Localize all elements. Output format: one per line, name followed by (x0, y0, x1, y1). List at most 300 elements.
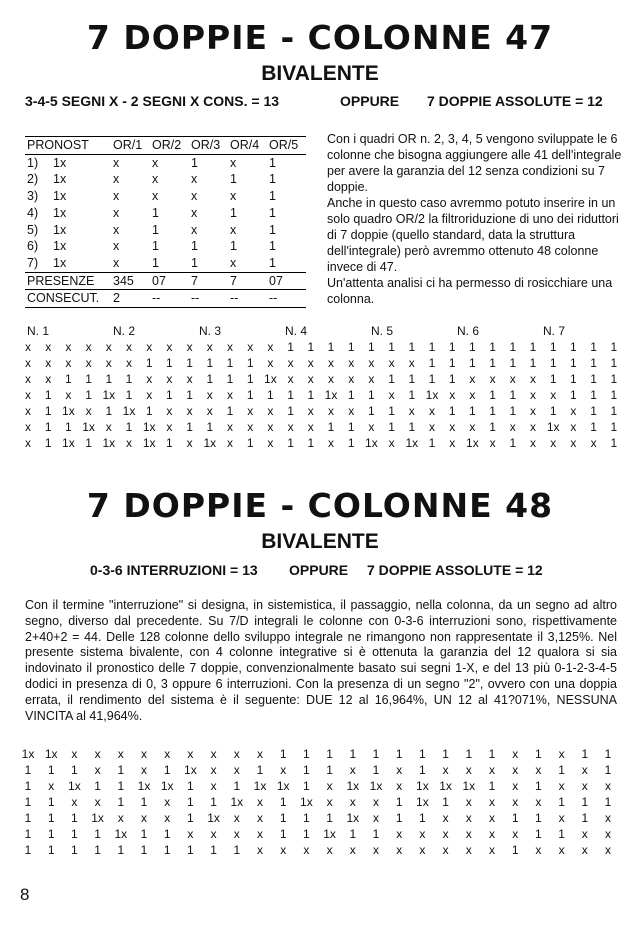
grid-cell: x (65, 388, 72, 402)
grid-cell: x (408, 356, 415, 370)
grid-cell: x (227, 388, 233, 402)
grid-cell: 1 (187, 843, 194, 857)
grid-cell: x (25, 436, 31, 450)
or-cell: x (191, 172, 198, 187)
grid-cell: 1x (62, 436, 75, 450)
grid-cell: x (25, 388, 31, 402)
grid-cell: 1 (44, 404, 52, 418)
grid-cell: 1 (307, 340, 315, 354)
grid-cell: 1 (186, 420, 193, 434)
grid-cell: x (512, 763, 519, 777)
or-cell: x (230, 155, 237, 170)
grid-cell: 1 (71, 827, 78, 841)
grid-cell: x (570, 436, 577, 450)
pronostic-value: 1x (53, 239, 67, 254)
grid-cell: 1 (117, 843, 125, 857)
grid-cell: x (267, 404, 274, 418)
grid-cell: 1x (62, 404, 75, 418)
pronostic-cell (25, 188, 111, 205)
grid-cell: 1x (142, 420, 156, 434)
grid-cell: 1 (368, 404, 375, 418)
grid-cell: 1 (388, 372, 395, 386)
col-header: OR/4 (228, 137, 267, 155)
grid-cell: x (307, 356, 314, 370)
grid-cell: x (247, 420, 254, 434)
presenze-cell: 345 (111, 272, 150, 290)
or-cell: x (191, 222, 198, 237)
grid-cell: x (509, 372, 516, 386)
grid-cell: 1 (166, 436, 173, 450)
grid-cell: 1 (535, 811, 542, 825)
or-cell: x (113, 189, 120, 204)
grid-cell: 1 (469, 356, 476, 370)
grid-cell: x (328, 356, 334, 370)
grid-cell: 1 (163, 843, 171, 857)
grid-cell: x (429, 420, 435, 434)
grid-cell: x (326, 779, 333, 793)
grid-cell: 1 (187, 811, 194, 825)
grid-cell: 1 (489, 356, 496, 370)
grid-cell: x (94, 747, 101, 761)
grid-cell: 1x (102, 388, 116, 402)
or-cell: x (152, 155, 159, 170)
grid-cell: 1 (94, 843, 101, 857)
grid-cell: 1 (509, 404, 517, 418)
grid-cell: 1 (558, 763, 565, 777)
grid-row (20, 371, 625, 387)
grid-row (20, 746, 625, 762)
grid-cell: 1 (140, 827, 148, 841)
grid-cell: x (186, 404, 193, 418)
section1-column-grid (20, 323, 625, 451)
grid-cell: x (590, 436, 597, 450)
grid-cell: x (581, 763, 588, 777)
grid-cell: 1 (303, 747, 310, 761)
grid-cell: x (388, 388, 395, 402)
consecut-cell: -- (228, 290, 267, 308)
grid-cell: x (164, 811, 171, 825)
grid-cell: x (605, 811, 611, 825)
grid-cell: x (326, 843, 333, 857)
presenze-cell: 7 (189, 272, 228, 290)
section1-oppure: OPPURE (340, 93, 400, 109)
pronostic-value: 1x (53, 155, 67, 170)
grid-cell: x (328, 404, 334, 418)
pronostic-value: 1x (53, 255, 67, 270)
grid-cell: x (287, 356, 294, 370)
grid-cell: x (164, 747, 171, 761)
grid-cell: 1 (125, 388, 133, 402)
grid-cell: 1x (276, 779, 290, 793)
grid-cell: 1 (307, 388, 315, 402)
grid-cell: 1 (233, 843, 241, 857)
grid-cell: x (146, 340, 153, 354)
grid-cell: x (164, 795, 171, 809)
grid-cell: x (45, 356, 52, 370)
grid-cell: x (233, 827, 240, 841)
grid-cell: x (247, 404, 254, 418)
grid-cell: x (141, 811, 147, 825)
grid-cell: 1 (590, 372, 597, 386)
grid-cell: x (267, 436, 274, 450)
grid-cell: 1x (207, 811, 220, 825)
grid-cell: x (328, 372, 334, 386)
or-cell: x (113, 222, 120, 237)
grid-cell: 1 (509, 356, 517, 370)
grid-cell: 1 (347, 436, 355, 450)
section2-condition-alt: 7 DOPPIE ASSOLUTE = 12 (367, 562, 543, 578)
grid-cell: 1 (303, 763, 310, 777)
grid-cell: 1 (488, 747, 496, 761)
grid-row (20, 762, 625, 778)
grid-cell: 1x (137, 779, 151, 793)
grid-cell: x (558, 811, 565, 825)
grid-cell: 1 (489, 340, 496, 354)
row-index: 7) (27, 255, 39, 270)
grid-cell: x (449, 436, 456, 450)
grid-row (20, 355, 625, 371)
grid-cell: x (465, 811, 472, 825)
grid-cell: x (465, 763, 472, 777)
grid-cell: 1x (142, 436, 156, 450)
grid-cell: 1 (246, 372, 254, 386)
grid-cell: x (489, 811, 495, 825)
grid-cell: x (117, 747, 124, 761)
grid-cell: 1 (448, 356, 456, 370)
or-cell: x (113, 172, 120, 187)
pronostic-value: 1x (53, 205, 67, 220)
or-cell: 1 (269, 205, 276, 220)
grid-cell: 1 (408, 340, 416, 354)
grid-cell: 1x (466, 436, 479, 450)
grid-row (20, 842, 625, 858)
grid-cell: 1 (166, 356, 173, 370)
grid-cell: 1 (372, 827, 380, 841)
grid-cell: x (465, 843, 472, 857)
grid-cell: 1x (68, 779, 81, 793)
grid-cell: x (349, 763, 356, 777)
grid-cell: 1x (253, 779, 267, 793)
grid-cell: x (535, 843, 542, 857)
grid-cell: 1x (405, 436, 419, 450)
grid-cell: 1 (388, 404, 395, 418)
grid-cell: 1 (206, 356, 214, 370)
grid-cell: x (570, 404, 577, 418)
grid-cell: x (530, 372, 536, 386)
grid-row (20, 810, 625, 826)
grid-cell: 1 (186, 388, 193, 402)
or-cell: 1 (269, 222, 276, 237)
grid-cell: x (509, 420, 516, 434)
grid-cell: 1 (85, 388, 92, 402)
grid-cell: x (348, 356, 355, 370)
grid-cell: 1 (535, 827, 542, 841)
grid-cell: 1 (24, 811, 32, 825)
grid-cell: 1 (535, 747, 542, 761)
grid-cell: x (210, 763, 217, 777)
grid-cell: x (257, 811, 263, 825)
or-table-header (25, 137, 306, 155)
grid-row (20, 339, 625, 355)
presenze-cell: 7 (228, 272, 267, 290)
grid-cell: 1 (558, 827, 565, 841)
grid-cell: 1 (47, 843, 55, 857)
grid-cell: x (94, 763, 101, 777)
grid-cell: x (328, 436, 334, 450)
grid-cell: x (126, 436, 132, 450)
grid-cell: 1x (439, 779, 452, 793)
grid-cell: x (141, 763, 147, 777)
grid-row (20, 778, 625, 794)
grid-cell: x (388, 436, 395, 450)
group-header: N. 6 (457, 324, 480, 338)
group-header: N. 7 (543, 324, 566, 338)
grid-cell: 1 (233, 779, 241, 793)
or-cell: 1 (230, 205, 237, 220)
grid-cell: 1 (85, 372, 92, 386)
grid-cell: 1 (140, 843, 148, 857)
grid-cell: x (85, 404, 92, 418)
grid-cell: x (287, 372, 294, 386)
grid-cell: 1 (419, 763, 426, 777)
or-table-row (25, 238, 306, 255)
pronostic-cell (25, 154, 111, 171)
grid-cell: 1 (488, 779, 496, 793)
grid-cell: 1 (65, 420, 72, 434)
grid-cell: 1 (509, 436, 517, 450)
grid-cell: x (530, 404, 536, 418)
grid-cell: x (210, 827, 217, 841)
grid-cell: x (373, 795, 379, 809)
grid-cell: 1 (226, 356, 234, 370)
grid-cell: 1 (610, 404, 618, 418)
grid-cell: 1 (24, 843, 32, 857)
grid-cell: 1 (395, 747, 403, 761)
grid-cell: x (210, 747, 217, 761)
grid-cell: 1x (102, 436, 116, 450)
grid-cell: 1 (279, 747, 287, 761)
grid-cell: x (45, 372, 52, 386)
grid-cell: 1 (349, 827, 357, 841)
grid-cell: 1 (47, 827, 55, 841)
grid-cell: 1 (419, 811, 426, 825)
grid-cell: 1 (469, 404, 476, 418)
grid-cell: 1 (125, 420, 133, 434)
grid-cell: 1 (570, 388, 577, 402)
grid-cell: x (186, 436, 193, 450)
or-cell: x (230, 222, 237, 237)
row-index: 6) (27, 239, 39, 254)
grid-cell: x (257, 827, 263, 841)
grid-row (20, 403, 625, 419)
grid-cell: x (535, 763, 542, 777)
grid-cell: x (146, 372, 153, 386)
grid-cell: 1 (210, 843, 217, 857)
grid-cell: 1 (511, 811, 519, 825)
grid-cell: 1x (264, 372, 277, 386)
grid-cell: x (65, 340, 72, 354)
grid-cell: 1 (549, 404, 557, 418)
or-cell: 1 (230, 172, 237, 187)
or-cell: x (113, 239, 120, 254)
col-header: OR/3 (189, 137, 228, 155)
grid-cell: 1 (372, 747, 380, 761)
grid-cell: 1 (210, 795, 217, 809)
grid-cell: x (605, 827, 611, 841)
consecut-cell: -- (267, 290, 306, 308)
grid-cell: 1 (71, 763, 78, 777)
grid-cell: x (166, 340, 173, 354)
grid-cell: x (373, 843, 379, 857)
grid-cell: x (442, 763, 449, 777)
grid-cell: 1 (408, 420, 416, 434)
grid-cell: 1 (117, 779, 125, 793)
grid-cell: 1 (408, 388, 416, 402)
grid-cell: x (326, 795, 333, 809)
grid-cell: 1 (610, 340, 618, 354)
grid-cell: x (535, 795, 542, 809)
pronostic-cell (25, 205, 111, 222)
grid-cell: x (570, 420, 577, 434)
grid-cell: x (469, 388, 476, 402)
presenze-cell: 07 (267, 272, 306, 290)
grid-cell: x (489, 843, 495, 857)
grid-cell: 1x (44, 747, 58, 761)
grid-cell: 1 (590, 404, 597, 418)
grid-cell: 1 (187, 795, 194, 809)
consecut-cell: 2 (111, 290, 150, 308)
grid-cell: 1 (163, 827, 171, 841)
or-cell: 1 (152, 205, 159, 220)
grid-cell: 1 (226, 404, 234, 418)
grid-cell: 1 (349, 747, 357, 761)
grid-cell: 1 (347, 340, 355, 354)
grid-cell: x (512, 795, 519, 809)
explanation-paragraph: Un'attenta analisi ci ha permesso di rosicchiare una colonna. (327, 276, 613, 306)
grid-cell: 1 (117, 763, 125, 777)
row-index: 1) (27, 155, 39, 170)
grid-cell: 1 (368, 340, 375, 354)
or-table-row (25, 171, 306, 188)
section2-condition: 0-3-6 INTERRUZIONI = 13 (90, 562, 258, 578)
grid-cell: 1 (303, 779, 310, 793)
grid-cell: 1 (395, 811, 403, 825)
grid-cell: 1x (230, 795, 244, 809)
grid-cell: 1x (160, 779, 174, 793)
grid-cell: x (25, 372, 31, 386)
grid-cell: x (227, 436, 233, 450)
grid-cell: 1 (145, 356, 153, 370)
grid-cell: 1 (47, 811, 55, 825)
or-table-row (25, 205, 306, 222)
grid-cell: 1 (327, 420, 335, 434)
grid-cell: x (605, 779, 611, 793)
grid-cell: 1 (279, 795, 287, 809)
grid-cell: x (85, 356, 92, 370)
section1-condition-alt: 7 DOPPIE ASSOLUTE = 12 (427, 93, 603, 109)
grid-cell: x (105, 420, 112, 434)
group-header: N. 3 (199, 324, 222, 338)
grid-cell: 1 (71, 811, 78, 825)
grid-cell: 1 (145, 404, 153, 418)
grid-cell: 1 (24, 779, 32, 793)
grid-cell: 1 (469, 340, 476, 354)
grid-cell: x (449, 388, 456, 402)
grid-cell: x (465, 795, 472, 809)
grid-cell: 1 (529, 340, 537, 354)
or-cell: x (230, 189, 237, 204)
or-cell: 1 (191, 255, 198, 270)
grid-row (20, 387, 625, 403)
pronostic-value: 1x (53, 172, 67, 187)
or-table-row (25, 154, 306, 171)
row-index: 3) (27, 189, 39, 204)
presenze-cell: PRESENZE (25, 272, 111, 290)
grid-cell: x (307, 404, 314, 418)
grid-cell: 1x (300, 795, 313, 809)
grid-cell: x (233, 747, 240, 761)
grid-cell: x (94, 795, 101, 809)
grid-cell: x (530, 388, 536, 402)
grid-cell: 1 (44, 436, 52, 450)
grid-cell: x (206, 388, 213, 402)
or-cell: x (113, 255, 120, 270)
grid-cell: x (287, 420, 294, 434)
grid-cell: x (442, 811, 449, 825)
grid-cell: x (307, 372, 314, 386)
grid-cell: 1 (24, 795, 32, 809)
grid-cell: x (465, 827, 472, 841)
grid-cell: x (267, 356, 274, 370)
grid-cell: x (442, 827, 449, 841)
or-cell: 1 (191, 239, 198, 254)
grid-cell: 1 (428, 340, 436, 354)
grid-cell: 1x (416, 795, 429, 809)
grid-cell: 1 (368, 388, 375, 402)
grid-cell: 1 (604, 763, 612, 777)
grid-cell: 1 (47, 795, 55, 809)
grid-cell: x (605, 843, 611, 857)
grid-cell: x (530, 436, 536, 450)
grid-cell: 1 (166, 388, 173, 402)
grid-cell: 1 (326, 811, 333, 825)
grid-cell: 1 (44, 420, 52, 434)
grid-cell: 1x (346, 779, 360, 793)
or-cell: 1 (152, 239, 159, 254)
or-cell: x (152, 189, 159, 204)
grid-cell: 1 (47, 763, 55, 777)
grid-cell: x (429, 404, 435, 418)
grid-cell: 1 (581, 811, 589, 825)
grid-cell: 1 (428, 356, 436, 370)
grid-cell: x (368, 356, 375, 370)
grid-cell: x (303, 843, 310, 857)
grid-row (20, 794, 625, 810)
or-cell: 1 (269, 255, 276, 270)
grid-cell: x (469, 420, 476, 434)
grid-cell: 1x (416, 779, 429, 793)
grid-row (20, 419, 625, 435)
grid-cell: 1 (44, 388, 52, 402)
presenze-row (25, 272, 306, 290)
grid-cell: 1 (347, 388, 355, 402)
grid-cell: x (71, 795, 78, 809)
grid-cell: x (396, 779, 403, 793)
or-cell: x (191, 205, 198, 220)
grid-cell: 1 (279, 827, 287, 841)
grid-cell: 1 (570, 340, 577, 354)
row-index: 2) (27, 172, 39, 187)
